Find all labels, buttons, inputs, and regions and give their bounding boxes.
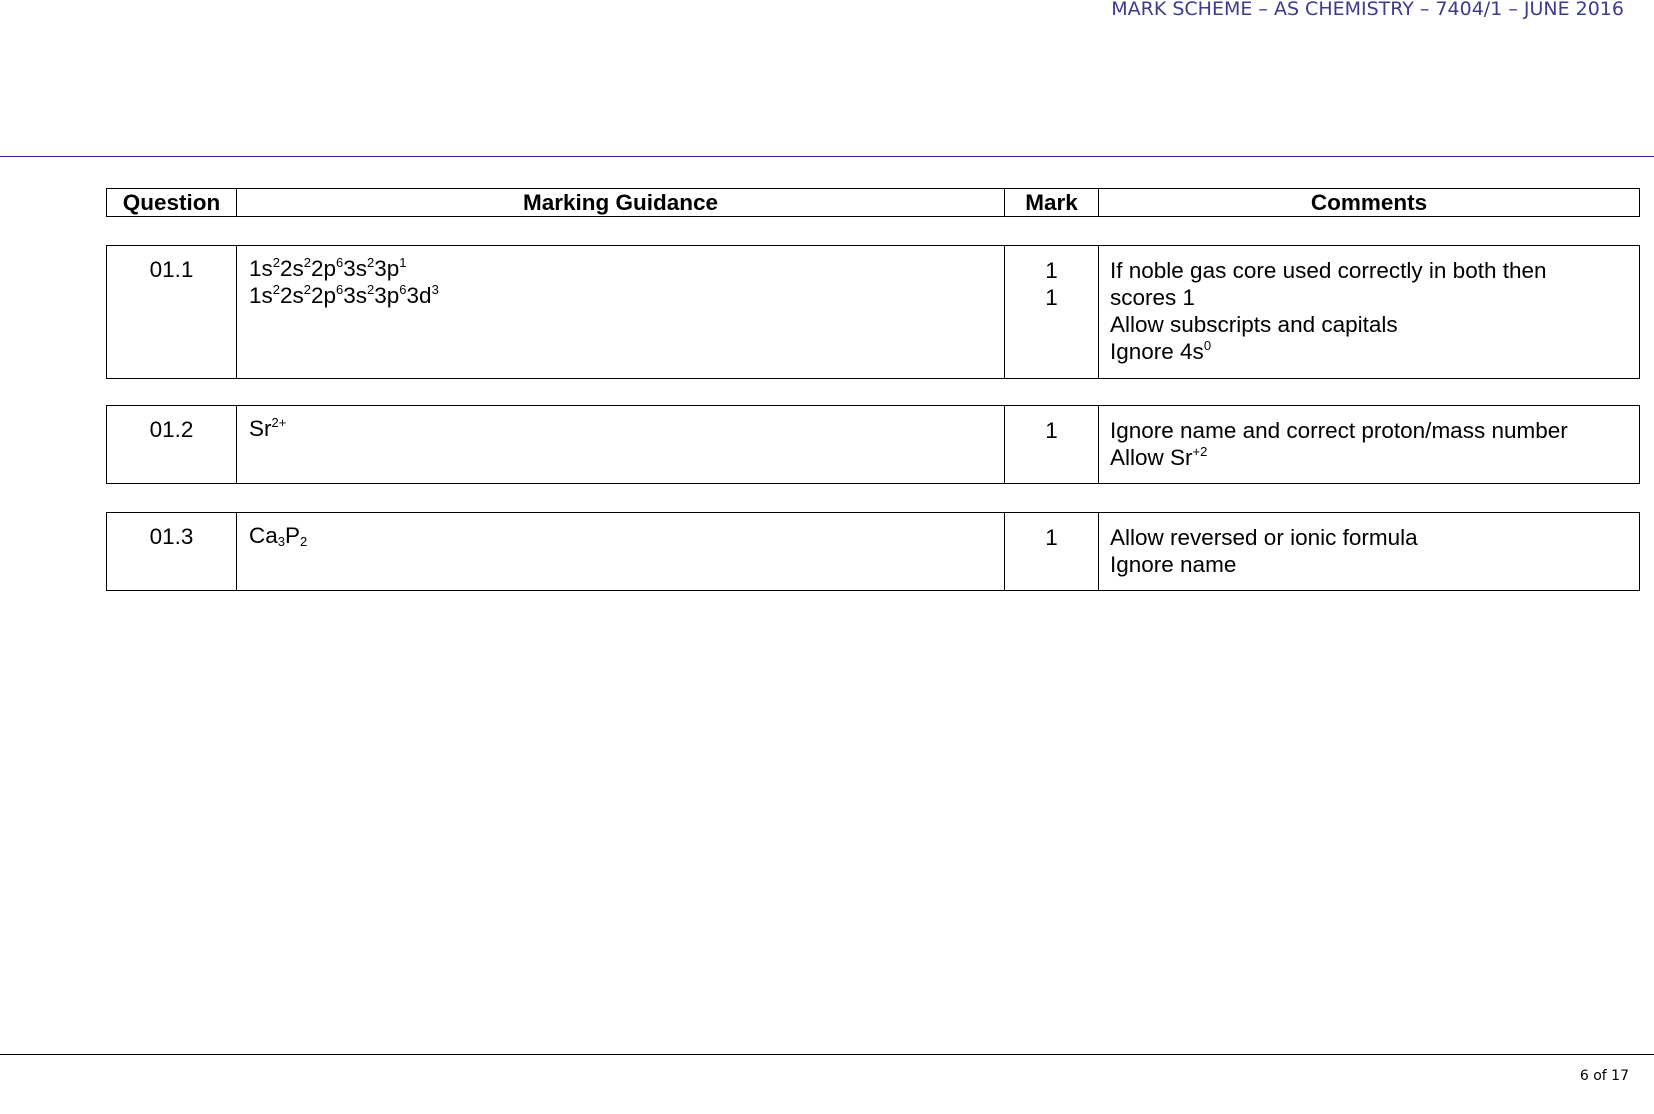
text-segment: Ca bbox=[249, 523, 278, 548]
text-line bbox=[1110, 257, 1629, 284]
text-segment: 1s bbox=[249, 283, 273, 308]
superscript: 2 bbox=[272, 255, 280, 270]
text-segment: Allow reversed or ionic formula bbox=[1110, 525, 1418, 550]
text-segment: 3p bbox=[374, 283, 400, 308]
text-segment: scores 1 bbox=[1110, 285, 1196, 310]
footer-rule bbox=[0, 1054, 1654, 1055]
mark-value bbox=[1005, 246, 1099, 379]
page-number: 6 of 17 bbox=[1579, 1068, 1629, 1084]
text-line bbox=[1110, 551, 1629, 578]
question-row-01-2 bbox=[106, 405, 1640, 484]
text-line bbox=[249, 415, 1004, 442]
text-segment: Allow subscripts and capitals bbox=[1110, 312, 1398, 337]
header-rule bbox=[0, 156, 1654, 157]
guidance-column-header: Marking Guidance bbox=[237, 189, 1005, 217]
mark-line: 1 bbox=[1045, 285, 1058, 310]
superscript: 6 bbox=[336, 255, 344, 270]
subscript: 3 bbox=[277, 534, 285, 549]
superscript: 2 bbox=[303, 255, 311, 270]
question-column-header: Question bbox=[107, 189, 237, 217]
question-number: 01.1 bbox=[107, 246, 237, 379]
running-header: MARK SCHEME – AS CHEMISTRY – 7404/1 – JUNE 2016 bbox=[1111, 0, 1624, 20]
marking-guidance bbox=[237, 246, 1005, 379]
superscript: 6 bbox=[399, 282, 407, 297]
text-segment: 1s bbox=[249, 256, 273, 281]
text-segment: 2s bbox=[280, 256, 304, 281]
text-segment: If noble gas core used correctly in both then bbox=[1110, 258, 1547, 283]
text-line bbox=[1110, 338, 1629, 365]
comments bbox=[1099, 246, 1640, 379]
text-segment: 2s bbox=[280, 283, 304, 308]
text-line bbox=[249, 282, 1004, 309]
superscript: 2 bbox=[367, 282, 375, 297]
superscript: 2+ bbox=[271, 415, 287, 430]
text-line bbox=[1110, 524, 1629, 551]
text-segment: 3s bbox=[343, 256, 368, 281]
marking-guidance bbox=[237, 513, 1005, 591]
comments bbox=[1099, 513, 1640, 591]
superscript: 1 bbox=[399, 255, 407, 270]
text-line bbox=[249, 522, 1004, 549]
text-segment: 3s bbox=[343, 283, 368, 308]
text-line bbox=[249, 255, 1004, 282]
marking-guidance bbox=[237, 406, 1005, 484]
mark-value bbox=[1005, 513, 1099, 591]
question-row-01-3 bbox=[106, 512, 1640, 591]
mark-value bbox=[1005, 406, 1099, 484]
text-segment: P bbox=[285, 523, 301, 548]
text-segment: 2p bbox=[311, 283, 337, 308]
mark-line: 1 bbox=[1045, 258, 1058, 283]
text-line bbox=[1110, 284, 1629, 311]
superscript: 6 bbox=[336, 282, 344, 297]
text-segment: Ignore 4s bbox=[1110, 339, 1204, 364]
comments-column-header: Comments bbox=[1099, 189, 1640, 217]
text-segment: 3p bbox=[374, 256, 400, 281]
mark-line: 1 bbox=[1045, 418, 1058, 443]
text-segment: Ignore name and correct proton/mass number bbox=[1110, 418, 1568, 443]
superscript: 2 bbox=[367, 255, 375, 270]
superscript: +2 bbox=[1192, 444, 1208, 459]
text-segment: Allow Sr bbox=[1110, 445, 1193, 470]
mark-column-header: Mark bbox=[1005, 189, 1099, 217]
text-line bbox=[1110, 417, 1629, 444]
subscript: 2 bbox=[300, 534, 308, 549]
text-line bbox=[1110, 311, 1629, 338]
question-number: 01.2 bbox=[107, 406, 237, 484]
question-number: 01.3 bbox=[107, 513, 237, 591]
text-line bbox=[1110, 444, 1629, 471]
superscript: 2 bbox=[272, 282, 280, 297]
text-segment: Sr bbox=[249, 416, 272, 441]
mark-line: 1 bbox=[1045, 525, 1058, 550]
text-segment: 2p bbox=[311, 256, 337, 281]
text-segment: 3d bbox=[406, 283, 432, 308]
column-header-table bbox=[106, 188, 1640, 217]
superscript: 2 bbox=[303, 282, 311, 297]
question-row-01-1 bbox=[106, 245, 1640, 379]
superscript: 0 bbox=[1203, 338, 1212, 353]
comments bbox=[1099, 406, 1640, 484]
text-segment: Ignore name bbox=[1110, 552, 1237, 577]
superscript: 3 bbox=[431, 282, 439, 297]
